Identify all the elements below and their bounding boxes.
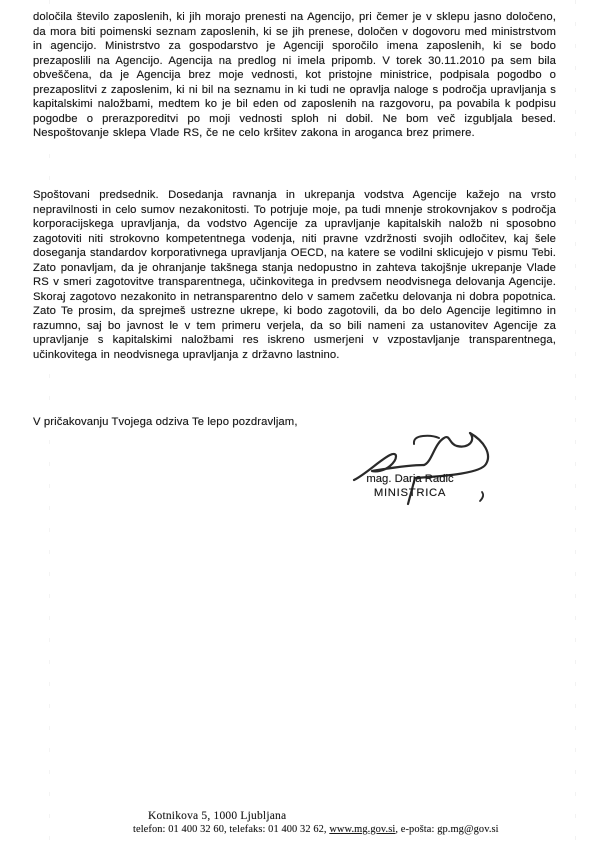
closing-salutation: V pričakovanju Tvojega odziva Te lepo pozdravljam, [33, 416, 298, 428]
footer-email-label: , e-pošta: [395, 823, 438, 835]
footer-address: Kotnikova 5, 1000 Ljubljana [148, 810, 287, 822]
footer-phone-fax: telefon: 01 400 32 60, telefaks: 01 400 32 62, [133, 823, 330, 835]
signer-title: MINISTRICA [373, 486, 447, 499]
paragraph-appeal-to-president: Spoštovani predsednik. Dosedanja ravnanja in ukrepanja vodstva Agencije kažejo na vrsto nepravilnosti in celo sumov nezakonitosti. To potrjuje moje, pa tudi mnenje strokovnjakov s področja korporacijskega upravljanja, da vodstvo Agencije za upravljanje kapitalskih naložb ni sposobno zagotoviti niti strokovno kompetentnega vodenja, niti pravne vzdržnosti svojih odločitev, kaj šele doseganja standardov korporativnega upravljanja OECD, na katere se vodilni sklicujejo v pismu Tebi. Zato ponavljam, da je ohranjanje takšnega stanja nedopustno in zahteva takojšnje ukrepanje Vlade RS v smeri zagotovitve transparentnega, učinkovitega in predvsem neodvisnega delovanja Agencije. Skoraj zagotovo nezakonito in netransparentno delo v samem začetku delovanja ni dobra popotnica. Zato Te prosim, da sprejmeš ustrezne ukrepe, ki bodo zagotovili, da bo delo Agencije legitimno in razumno, saj bo javnost le v tem primeru verjela, da so bili nameni za ustanovitev Agencije za upravljanje s kapitalskimi naložbami res iskreno usmerjeni v vzpostavljanje transparentnega, učinkovitega in neodvisnega upravljanja z državno lastnino. [33, 189, 556, 361]
footer-website-link: www.mg.gov.si [329, 823, 396, 835]
footer-email: gp.mg@gov.si [437, 823, 499, 835]
paragraph-employee-transfer: določila število zaposlenih, ki jih morajo prenesti na Agencijo, pri čemer je v sklepu jasno določeno, da mora biti poimenski seznam zaposlenih, ki se jih prenese, določen v dogovoru med ministrstvom in agencijo. Ministrstvo za gospodarstvo je Agenciji sporočilo imena zaposlenih, ki se bodo prezaposlili na Agencijo. Agencija na predlog ni imela pripomb. V torek 30.11.2010 pa sem bila obveščena, da je Agencija brez moje vednosti, kot pristojne ministrice, podpisala pogodbo o prezaposlitvi z zaposlenim, ki ni bil na seznamu in ki tudi ne opravlja naloge s področja upravljanja s kapitalskimi naložbami, medtem ko je bil eden od zaposlenih na razgovoru, pa povabila k podpisu pogodbe o prerazporeditvi po moji vednosti sploh ni dobil. Ne bom več izgubljala besed. Nespoštovanje sklepa Vlade RS, če ne celo kršitev zakona in aroganca brez primere. [33, 11, 556, 139]
footer-contact-line [133, 824, 499, 835]
scan-edge-speckles-right [575, 0, 576, 848]
signer-name: mag. Darja Radič [366, 473, 454, 485]
